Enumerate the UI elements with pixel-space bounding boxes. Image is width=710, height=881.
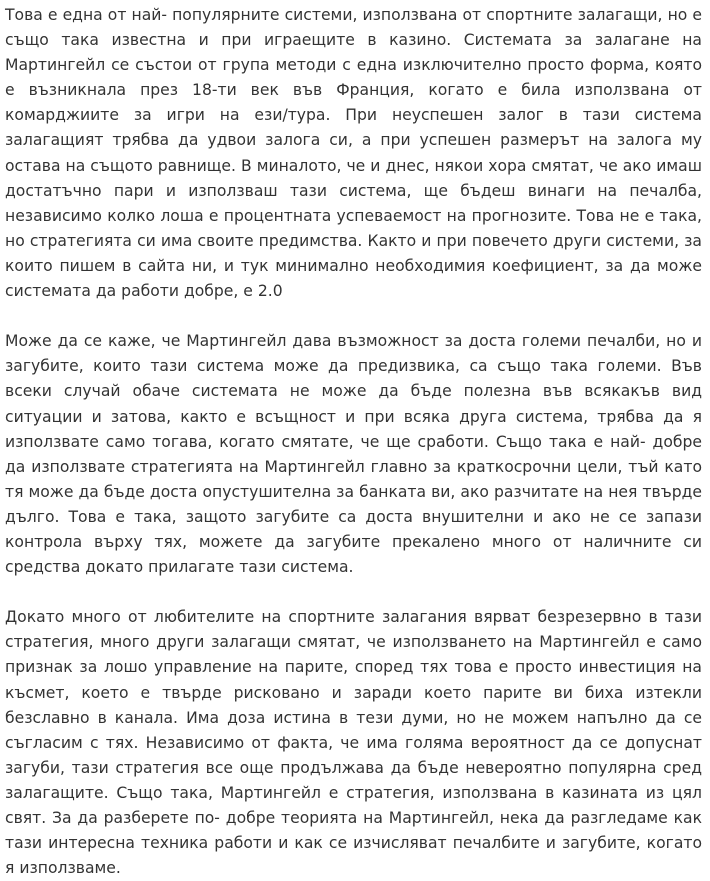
paragraph-martingale-opinions: Докато много от любителите на спортните залагания вярват безрезервно в тази стратегия, много други залагащи смятат, че използването на Мартингейл е само признак за лошо управление на парите, според тях това е просто инвестиция на късмет, което е твърде рисковано и заради което парите ви биха изтекли безславно в канала. Има доза истина в тези думи, но не можем напълно да се съгласим с тях. Независимо от факта, че има голяма вероятност да се допуснат загуби, тази стратегия все още продължава да бъде невероятно популярна сред залагащите. Също така, Мартингейл е стратегия, използвана в казината из цял свят. За да разберете по- добре теорията на Мартингейл, нека да разгледаме как тази интересна техника работи и как се изчисляват печалбите и загубите, когато я използваме. xyxy=(5,608,702,878)
paragraph-martingale-risks: Може да се каже, че Мартингейл дава възможност за доста големи печалби, но и загубите, които тази система може да предизвика, са също така големи. Във всеки случай обаче системата не може да бъде полезна във всякакъв вид ситуации и затова, както е всъщност и при всяка друга система, трябва да я използвате само тогава, когато смятате, че ще сработи. Също така е най- добре да използвате стратегията на Мартингейл главно за краткосрочни цели, тъй като тя може да бъде доста опустушителна за банката ви, ако разчитате на нея твърде дълго. Това е така, защото загубите са доста внушителни и ако не се запази контрола върху тях, можете да загубите прекалено много от наличните си средства докато прилагате тази система. xyxy=(5,332,702,577)
paragraph-martingale-intro: Това е една от най- популярните системи, използвана от спортните залагащи, но е също така известна и при играещите в казино. Системата за залагане на Мартингейл се състои от група методи с една изключително просто форма, която е възникнала през 18-ти век във Франция, когато е била използвана от комарджиите за игри на ези/тура. При неуспешен залог в тази система залагащият трябва да удвои залога си, а при успешен размерът на залога му остава на същото равнище. В миналото, че и днес, някои хора смятат, че ако имаш достатъчно пари и използваш тази система, ще бъдеш винаги на печалба, независимо колко лоша е процентната успеваемост на прогнозите. Това не е така, но стратегията си има своите предимства. Както и при повечето други системи, за които пишем в сайта ни, и тук минимално необходимия коефициент, за да може системата да работи добре, е 2.0 xyxy=(5,6,702,301)
